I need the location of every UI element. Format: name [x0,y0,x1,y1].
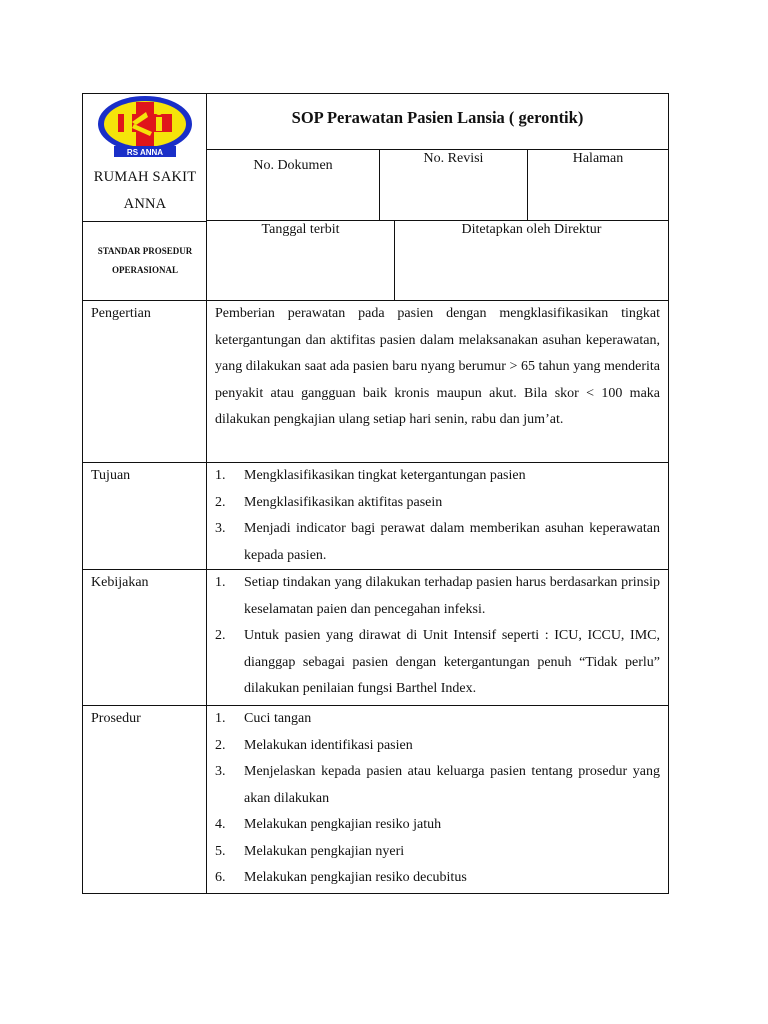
pengertian-text: Pemberian perawatan pada pasien dengan mengklasifikasikan tingkat ketergantungan dan aktifitas pasien dalam melaksanakan asuhan keperawatan, yang dilakukan saat ada pasien baru nyang berumur > 65 tahun yang menderita penyakit atau gangguan baik kronis maupun akut. Bila skor < 100 maka dilakukan pengkajian ulang setiap hari senin, rabu dan jum’at. [215,306,660,427]
list-item [215,865,660,892]
list-item [215,570,660,623]
document-title: SOP Perawatan Pasien Lansia ( gerontik) [291,108,584,127]
tujuan-label: Tujuan [83,463,207,569]
list-item-number: 1. [215,575,226,590]
list-item [215,706,660,733]
list-item-text: Menjadi indicator bagi perawat dalam memberikan asuhan keperawatan kepada pasien. [244,521,660,563]
list-item-text: Menjelaskan kepada pasien atau keluarga pasien tentang prosedur yang akan dilakukan [244,764,660,806]
list-item-number: 2. [215,494,226,510]
kebijakan-list [215,570,660,703]
list-item-number: 3. [215,521,226,536]
list-item-number: 2. [215,628,226,643]
list-item-text: Melakukan pengkajian resiko decubitus [244,870,467,885]
list-item [215,623,660,703]
prosedur-list [215,706,660,892]
logo-cell [83,94,207,221]
sop-label-line1: STANDAR PROSEDUR [97,246,193,256]
tanggal-terbit-label: Tanggal terbit [261,222,340,237]
ditetapkan-label: Ditetapkan oleh Direktur [461,222,602,237]
list-item-number: 4. [215,817,226,832]
ditetapkan-cell [395,221,668,300]
list-item-text: Cuci tangan [244,711,312,726]
kebijakan-label: Kebijakan [83,570,207,705]
list-item [215,463,660,490]
prosedur-label: Prosedur [83,706,207,893]
list-item-text: Melakukan pengkajian resiko jatuh [244,817,442,832]
sop-label-cell [83,221,207,301]
title-cell [207,94,668,150]
list-item-text: Untuk pasien yang dirawat di Unit Intensif seperti : ICU, ICCU, IMC, dianggap sebagai pasien dengan ketergantungan penuh “Tidak perlu” dilakukan penilaian fungsi Barthel Index. [244,628,660,696]
no-revisi-cell [380,150,528,221]
list-item-number: 5. [215,843,226,859]
pengertian-content [207,301,668,436]
list-item-text: Melakukan pengkajian nyeri [244,843,405,859]
no-dokumen-label: No. Dokumen [253,158,333,173]
halaman-label: Halaman [572,151,624,166]
list-item-text: Melakukan identifikasi pasien [244,737,413,753]
list-item [215,759,660,812]
list-item [215,490,660,517]
list-item [215,516,660,569]
list-item-number: 1. [215,711,226,726]
list-item-number: 3. [215,764,226,779]
row-kebijakan [82,570,669,706]
pengertian-label: Pengertian [83,301,207,462]
sop-label-line2: OPERASIONAL [111,265,178,275]
list-item-text: Setiap tindakan yang dilakukan terhadap pasien harus berdasarkan prinsip keselamatan paien dan pencegahan infeksi. [244,575,660,617]
list-item [215,812,660,839]
list-item-number: 2. [215,737,226,753]
list-item [215,733,660,760]
row-prosedur [82,706,669,894]
tujuan-list [215,463,660,569]
list-item-number: 1. [215,468,226,483]
hospital-logo [96,94,194,158]
list-item-text: Mengklasifikasikan aktifitas pasein [244,494,443,510]
prosedur-content [207,706,668,894]
no-revisi-label: No. Revisi [423,151,484,166]
hospital-name [83,164,207,218]
halaman-cell [528,150,668,221]
logo-text: RS ANNA [126,148,164,157]
row-pengertian [82,301,669,463]
list-item-number: 6. [215,870,226,885]
tujuan-content [207,463,668,571]
sop-label [83,242,207,280]
list-item-text: Mengklasifikasikan tingkat ketergantungan pasien [244,468,526,483]
no-dokumen-cell [207,150,380,221]
kebijakan-content [207,570,668,705]
sop-document [82,93,669,894]
hospital-name-line2: ANNA [123,196,167,212]
hospital-name-line1: RUMAH SAKIT [93,169,197,185]
list-item [215,839,660,866]
row-tujuan [82,463,669,570]
sop-header [82,93,669,301]
tanggal-terbit-cell [207,221,395,300]
